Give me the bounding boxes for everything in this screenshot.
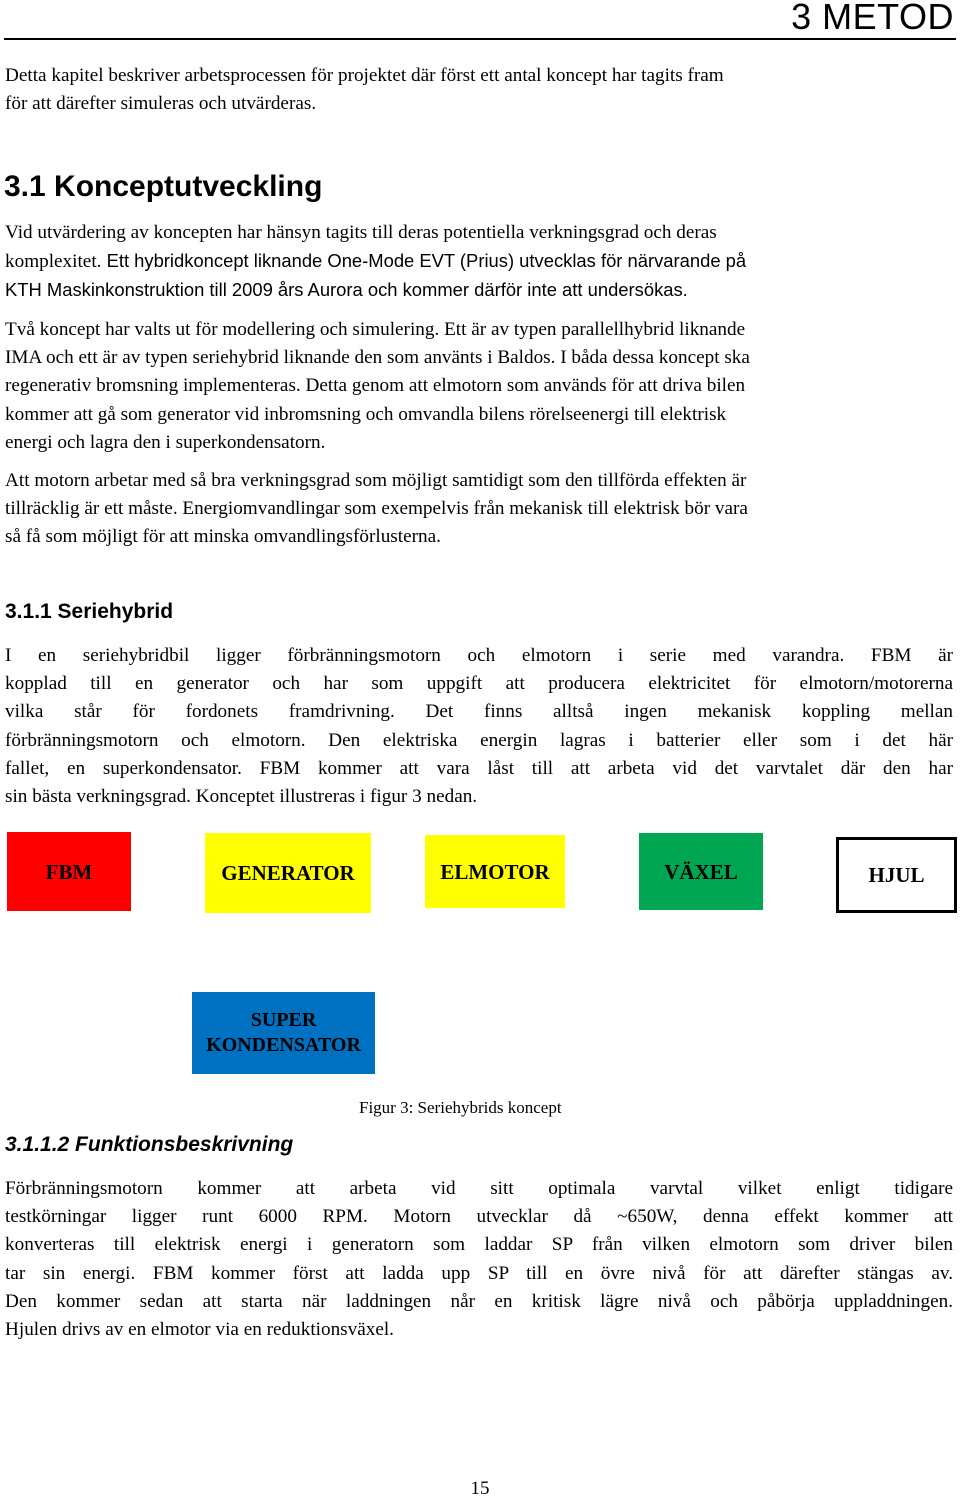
- text-line: konverteras till elektrisk energi i generatorn som laddar SP från vilken elmotorn som driver bilen: [5, 1234, 953, 1256]
- text-line: Hjulen drivs av en elmotor via en reduktionsväxel.: [5, 1319, 394, 1341]
- subsection-title: 3.1.1 Seriehybrid: [5, 600, 174, 623]
- vaxel-block: [639, 833, 763, 910]
- text-line: regenerativ bromsning implementeras. Detta genom att elmotorn som används för att driva bilen: [5, 375, 746, 397]
- text-line: förbränningsmotorn och elmotorn. Den elektriska energin lagras i batterier eller som i det här: [5, 729, 953, 751]
- text-line: Detta kapitel beskriver arbetsprocessen för projektet där först ett antal koncept har tagits fram: [5, 65, 724, 86]
- text-line: Två koncept har valts ut för modellering och simulering. Ett är av typen parallellhybrid liknande: [5, 319, 746, 340]
- block-label: GENERATOR: [221, 861, 355, 885]
- block-label-line2: KONDENSATOR: [206, 1034, 361, 1056]
- text-line: [5, 247, 953, 276]
- block-label: ELMOTOR: [440, 859, 550, 884]
- superkondensator-block: [192, 992, 375, 1074]
- section-paragraph-2: [5, 316, 953, 457]
- text-line: I en seriehybridbil ligger förbränningsmotorn och elmotorn i serie med varandra. FBM är: [5, 645, 953, 666]
- text-line: sin bästa verkningsgrad. Konceptet illustreras i figur 3 nedan.: [5, 786, 478, 808]
- subsubsection-title: 3.1.1.2 Funktionsbeskrivning: [5, 1133, 294, 1156]
- text-line: Att motorn arbetar med så bra verkningsgrad som möjligt samtidigt som den tillförda effekten är: [5, 470, 747, 491]
- section-paragraph-3: [5, 467, 953, 552]
- block-label-line1: SUPER: [250, 1009, 317, 1031]
- text-run: Ett hybridkoncept liknande One-Mode EVT (Prius) utvecklas för närvarande på: [101, 250, 747, 272]
- subsubsection-paragraph: [5, 1175, 953, 1344]
- block-label: VÄXEL: [664, 859, 738, 884]
- block-label: FBM: [45, 859, 93, 884]
- text-line: fallet, en superkondensator. FBM kommer att vara låst till att arbeta vid det varvtalet där den har: [5, 757, 953, 779]
- generator-block: [205, 833, 371, 913]
- text-line: testkörningar ligger runt 6000 RPM. Motorn utvecklar då ~650W, denna effekt kommer att: [5, 1206, 953, 1228]
- header-rule: [4, 38, 956, 40]
- text-line: energi och lagra den i superkondensatorn.: [5, 431, 326, 453]
- text-line: så få som möjligt för att minska omvandlingsförlusterna.: [5, 526, 441, 548]
- text-line: för att därefter simuleras och utvärderas.: [5, 93, 317, 115]
- chapter-heading: 3 METOD: [791, 0, 954, 37]
- subsection-paragraph: [5, 642, 953, 811]
- text-line: IMA och ett är av typen seriehybrid liknande den som använts i Baldos. I båda dessa koncept ska: [5, 347, 750, 369]
- section-paragraph-1: [5, 219, 953, 305]
- page-number: 15: [470, 1478, 490, 1499]
- text-line: vilka står för fordonets framdrivning. Det finns alltså ingen mekanisk koppling mellan: [5, 701, 953, 723]
- text-line: tillräcklig är ett måste. Energiomvandlingar som exempelvis från mekanisk till elektrisk bör vara: [5, 498, 748, 520]
- elmotor-block: [425, 835, 565, 908]
- hjul-block: [836, 837, 957, 913]
- text-line: KTH Maskinkonstruktion till 2009 års Aurora och kommer därför inte att undersökas.: [5, 279, 688, 301]
- text-line: Vid utvärdering av koncepten har hänsyn tagits till deras potentiella verkningsgrad och deras: [5, 222, 717, 243]
- text-line: Förbränningsmotorn kommer att arbeta vid sitt optimala varvtal vilket enligt tidigare: [5, 1178, 953, 1199]
- intro-paragraph: [5, 62, 953, 118]
- figure-caption: Figur 3: Seriehybrids koncept: [359, 1098, 562, 1117]
- section-title: 3.1 Konceptutveckling: [4, 170, 323, 203]
- block-label: HJUL: [868, 863, 925, 887]
- text-line: kopplad till en generator och har som uppgift att producera elektricitet för elmotorn/motorerna: [5, 673, 953, 695]
- text-line: tar sin energi. FBM kommer först att ladda upp SP till en övre nivå för att därefter stängas av.: [5, 1262, 953, 1284]
- text-run: komplexitet.: [5, 251, 102, 273]
- text-line: kommer att gå som generator vid inbromsning och omvandla bilens rörelseenergi till elektrisk: [5, 403, 727, 425]
- fbm-block: [7, 832, 131, 911]
- text-line: Den kommer sedan att starta när laddningen når en kritisk lägre nivå och påbörja uppladdningen.: [5, 1290, 953, 1312]
